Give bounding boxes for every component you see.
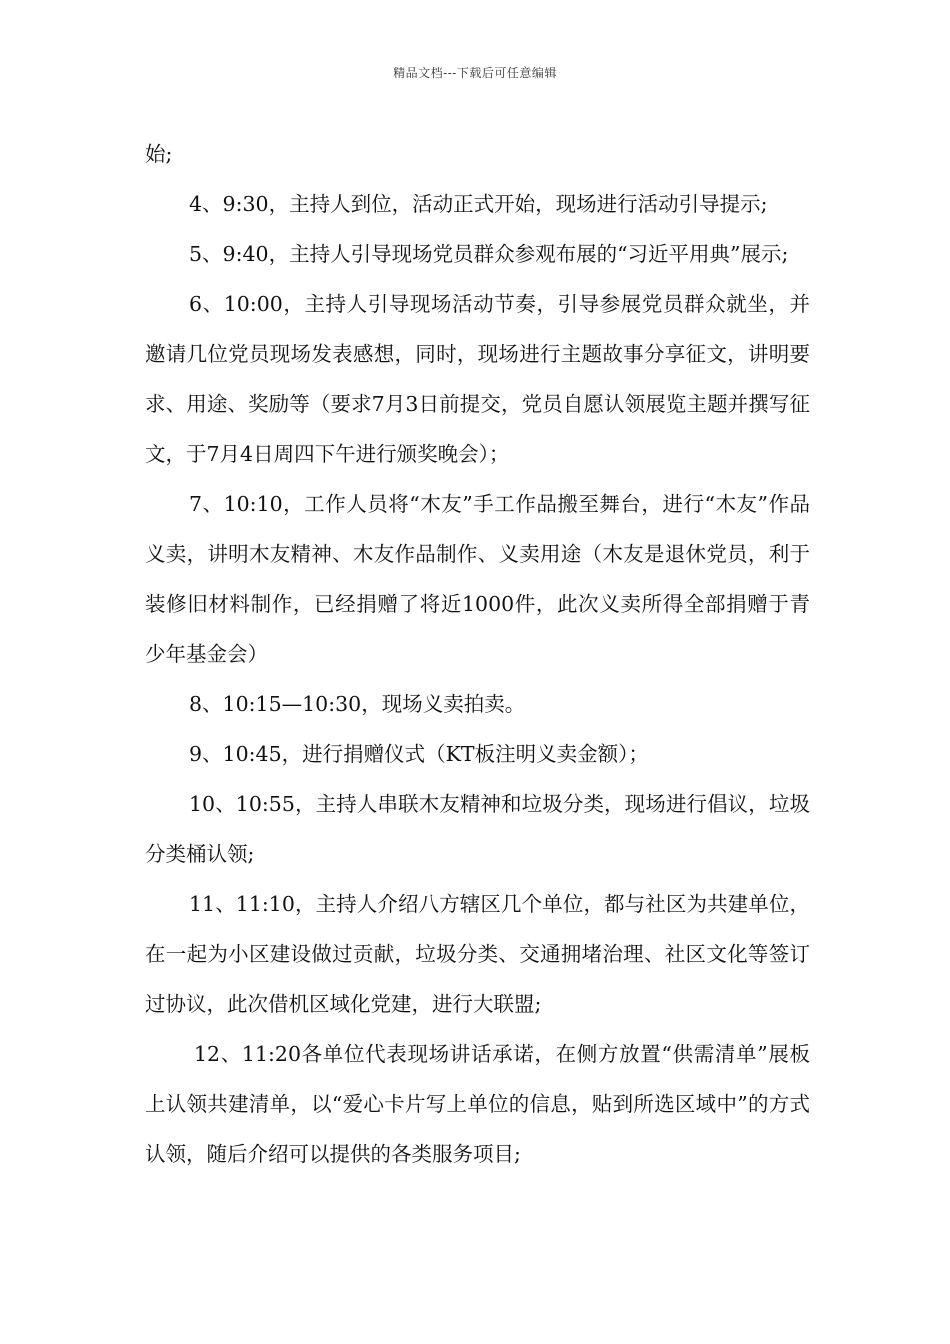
paragraph-item-11: 11、11:10，主持人介绍八方辖区几个单位，都与社区为共建单位，在一起为小区建设做过贡献，垃圾分类、交通拥堵治理、社区文化等签订过协议，此次借机区域化党建，进行大联盟; (145, 892, 810, 1016)
paragraph-item-9: 9、10:45，进行捐赠仪式（KT板注明义卖金额）； (189, 742, 649, 766)
paragraph-item-5: 5、9:40，主持人引导现场党员群众参观布展的“习近平用典”展示; (189, 242, 789, 266)
paragraph-item-6: 6、10:00，主持人引导现场活动节奏，引导参展党员群众就坐，并邀请几位党员现场发表感想，同时，现场进行主题故事分享征文，讲明要求、用途、奖励等（要求7月3日前提交，党员自愿认领展览主题并撰写征文，于7月4日周四下午进行颁奖晚会）； (145, 292, 810, 466)
paragraph-item-12: 12、11:20各单位代表现场讲话承诺，在侧方放置“供需清单”展板上认领共建清单，以“爱心卡片写上单位的信息，贴到所选区域中”的方式认领，随后介绍可以提供的各类服务项目; (145, 1042, 810, 1166)
paragraph-continuation: 始; (145, 142, 173, 166)
document-body (145, 129, 810, 1179)
paragraph-item-8: 8、10:15—10:30，现场义卖拍卖。 (189, 692, 526, 716)
paragraph-item-10: 10、10:55，主持人串联木友精神和垃圾分类，现场进行倡议，垃圾分类桶认领; (145, 792, 810, 866)
paragraph-item-4: 4、9:30，主持人到位，活动正式开始，现场进行活动引导提示; (189, 192, 768, 216)
page-header: 精品文档---下载后可任意编辑 (393, 66, 557, 80)
paragraph-item-7: 7、10:10，工作人员将“木友”手工作品搬至舞台，进行“木友”作品义卖，讲明木友精神、木友作品制作、义卖用途（木友是退休党员，利于装修旧材料制作，已经捐赠了将近1000件，此次义卖所得全部捐赠于青少年基金会） (145, 492, 810, 666)
